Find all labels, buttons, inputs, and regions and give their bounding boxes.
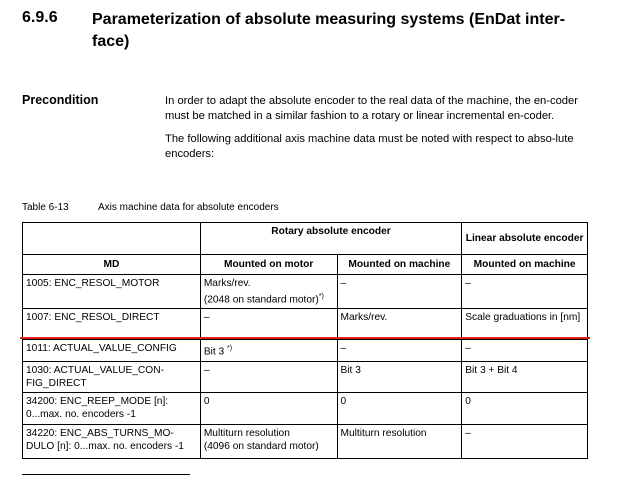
footnote-mark: *) bbox=[227, 345, 233, 353]
table-cell: – bbox=[337, 275, 462, 309]
table-cell-text: Bit 3 bbox=[203, 346, 225, 358]
table-cell-md: 1005: ENC_RESOL_MOTOR bbox=[23, 275, 201, 309]
table-cell-md: 34200: ENC_REEP_MODE [n]: 0...max. no. encoders -1 bbox=[23, 392, 201, 424]
table-cell-text: Marks/rev. (2048 on standard motor) bbox=[203, 278, 319, 306]
table-cell: – bbox=[200, 309, 337, 340]
header-rotary-encoder: Rotary absolute encoder bbox=[200, 223, 461, 255]
table-cell-md: 1011: ACTUAL_VALUE_CONFIG bbox=[23, 340, 201, 361]
header-empty-cell bbox=[23, 223, 201, 255]
table-cell: – bbox=[462, 275, 588, 309]
red-underline-mark bbox=[20, 337, 590, 339]
table-cell: – bbox=[462, 424, 588, 458]
table-cell: Multiturn resolution bbox=[337, 424, 462, 458]
table-cell: 0 bbox=[337, 392, 462, 424]
table-cell: Scale graduations in [nm] bbox=[462, 309, 588, 340]
table-cell: Bit 3 + Bit 4 bbox=[462, 361, 588, 392]
table-column-header-row bbox=[23, 255, 588, 275]
table-cell: – bbox=[337, 340, 462, 361]
precondition-text bbox=[165, 94, 585, 170]
table-caption-number: Table 6-13 bbox=[22, 202, 69, 213]
header-linear-machine: Mounted on machine bbox=[462, 255, 588, 275]
table-cell: – bbox=[462, 340, 588, 361]
table-cell-md: 34220: ENC_ABS_TURNS_MO-DULO [n]: 0...max. no. encoders -1 bbox=[23, 424, 201, 458]
precondition-paragraph-2: The following additional axis machine data must be noted with respect to abso-lute encoders: bbox=[165, 133, 574, 160]
section-title: Parameterization of absolute measuring systems (EnDat inter-face) bbox=[92, 11, 566, 50]
precondition-paragraph-1: In order to adapt the absolute encoder to the real data of the machine, the en-coder must be matched in a similar fashion to a rotary or linear incremental en-coder. bbox=[165, 95, 578, 122]
table-row bbox=[23, 275, 588, 309]
table-cell bbox=[200, 340, 337, 361]
table-cell: 0 bbox=[200, 392, 337, 424]
precondition-label: Precondition bbox=[22, 93, 99, 107]
table-row bbox=[23, 340, 588, 361]
table-cell bbox=[200, 275, 337, 309]
table-cell: Bit 3 bbox=[337, 361, 462, 392]
table-row bbox=[23, 392, 588, 424]
table-cell: Multiturn resolution (4096 on standard motor) bbox=[200, 424, 337, 458]
section-number: 6.9.6 bbox=[22, 9, 58, 26]
table-cell-md: 1007: ENC_RESOL_DIRECT bbox=[23, 309, 201, 340]
table-cell: – bbox=[200, 361, 337, 392]
table-group-header-row bbox=[23, 223, 588, 255]
table-row bbox=[23, 424, 588, 458]
header-md: MD bbox=[23, 255, 201, 275]
header-rotary-machine: Mounted on machine bbox=[337, 255, 462, 275]
header-rotary-motor: Mounted on motor bbox=[200, 255, 337, 275]
table-caption-text: Axis machine data for absolute encoders bbox=[98, 202, 279, 213]
table-cell: Marks/rev. bbox=[337, 309, 462, 340]
table-cell: 0 bbox=[462, 392, 588, 424]
header-linear-encoder: Linear absolute encoder bbox=[462, 223, 588, 255]
table-row bbox=[23, 361, 588, 392]
table-caption bbox=[22, 202, 279, 213]
table-row bbox=[23, 309, 588, 340]
table-cell-md: 1030: ACTUAL_VALUE_CON-FIG_DIRECT bbox=[23, 361, 201, 392]
footnote-separator bbox=[22, 474, 190, 475]
machine-data-table bbox=[22, 222, 588, 459]
footnote-mark: *) bbox=[318, 293, 324, 300]
